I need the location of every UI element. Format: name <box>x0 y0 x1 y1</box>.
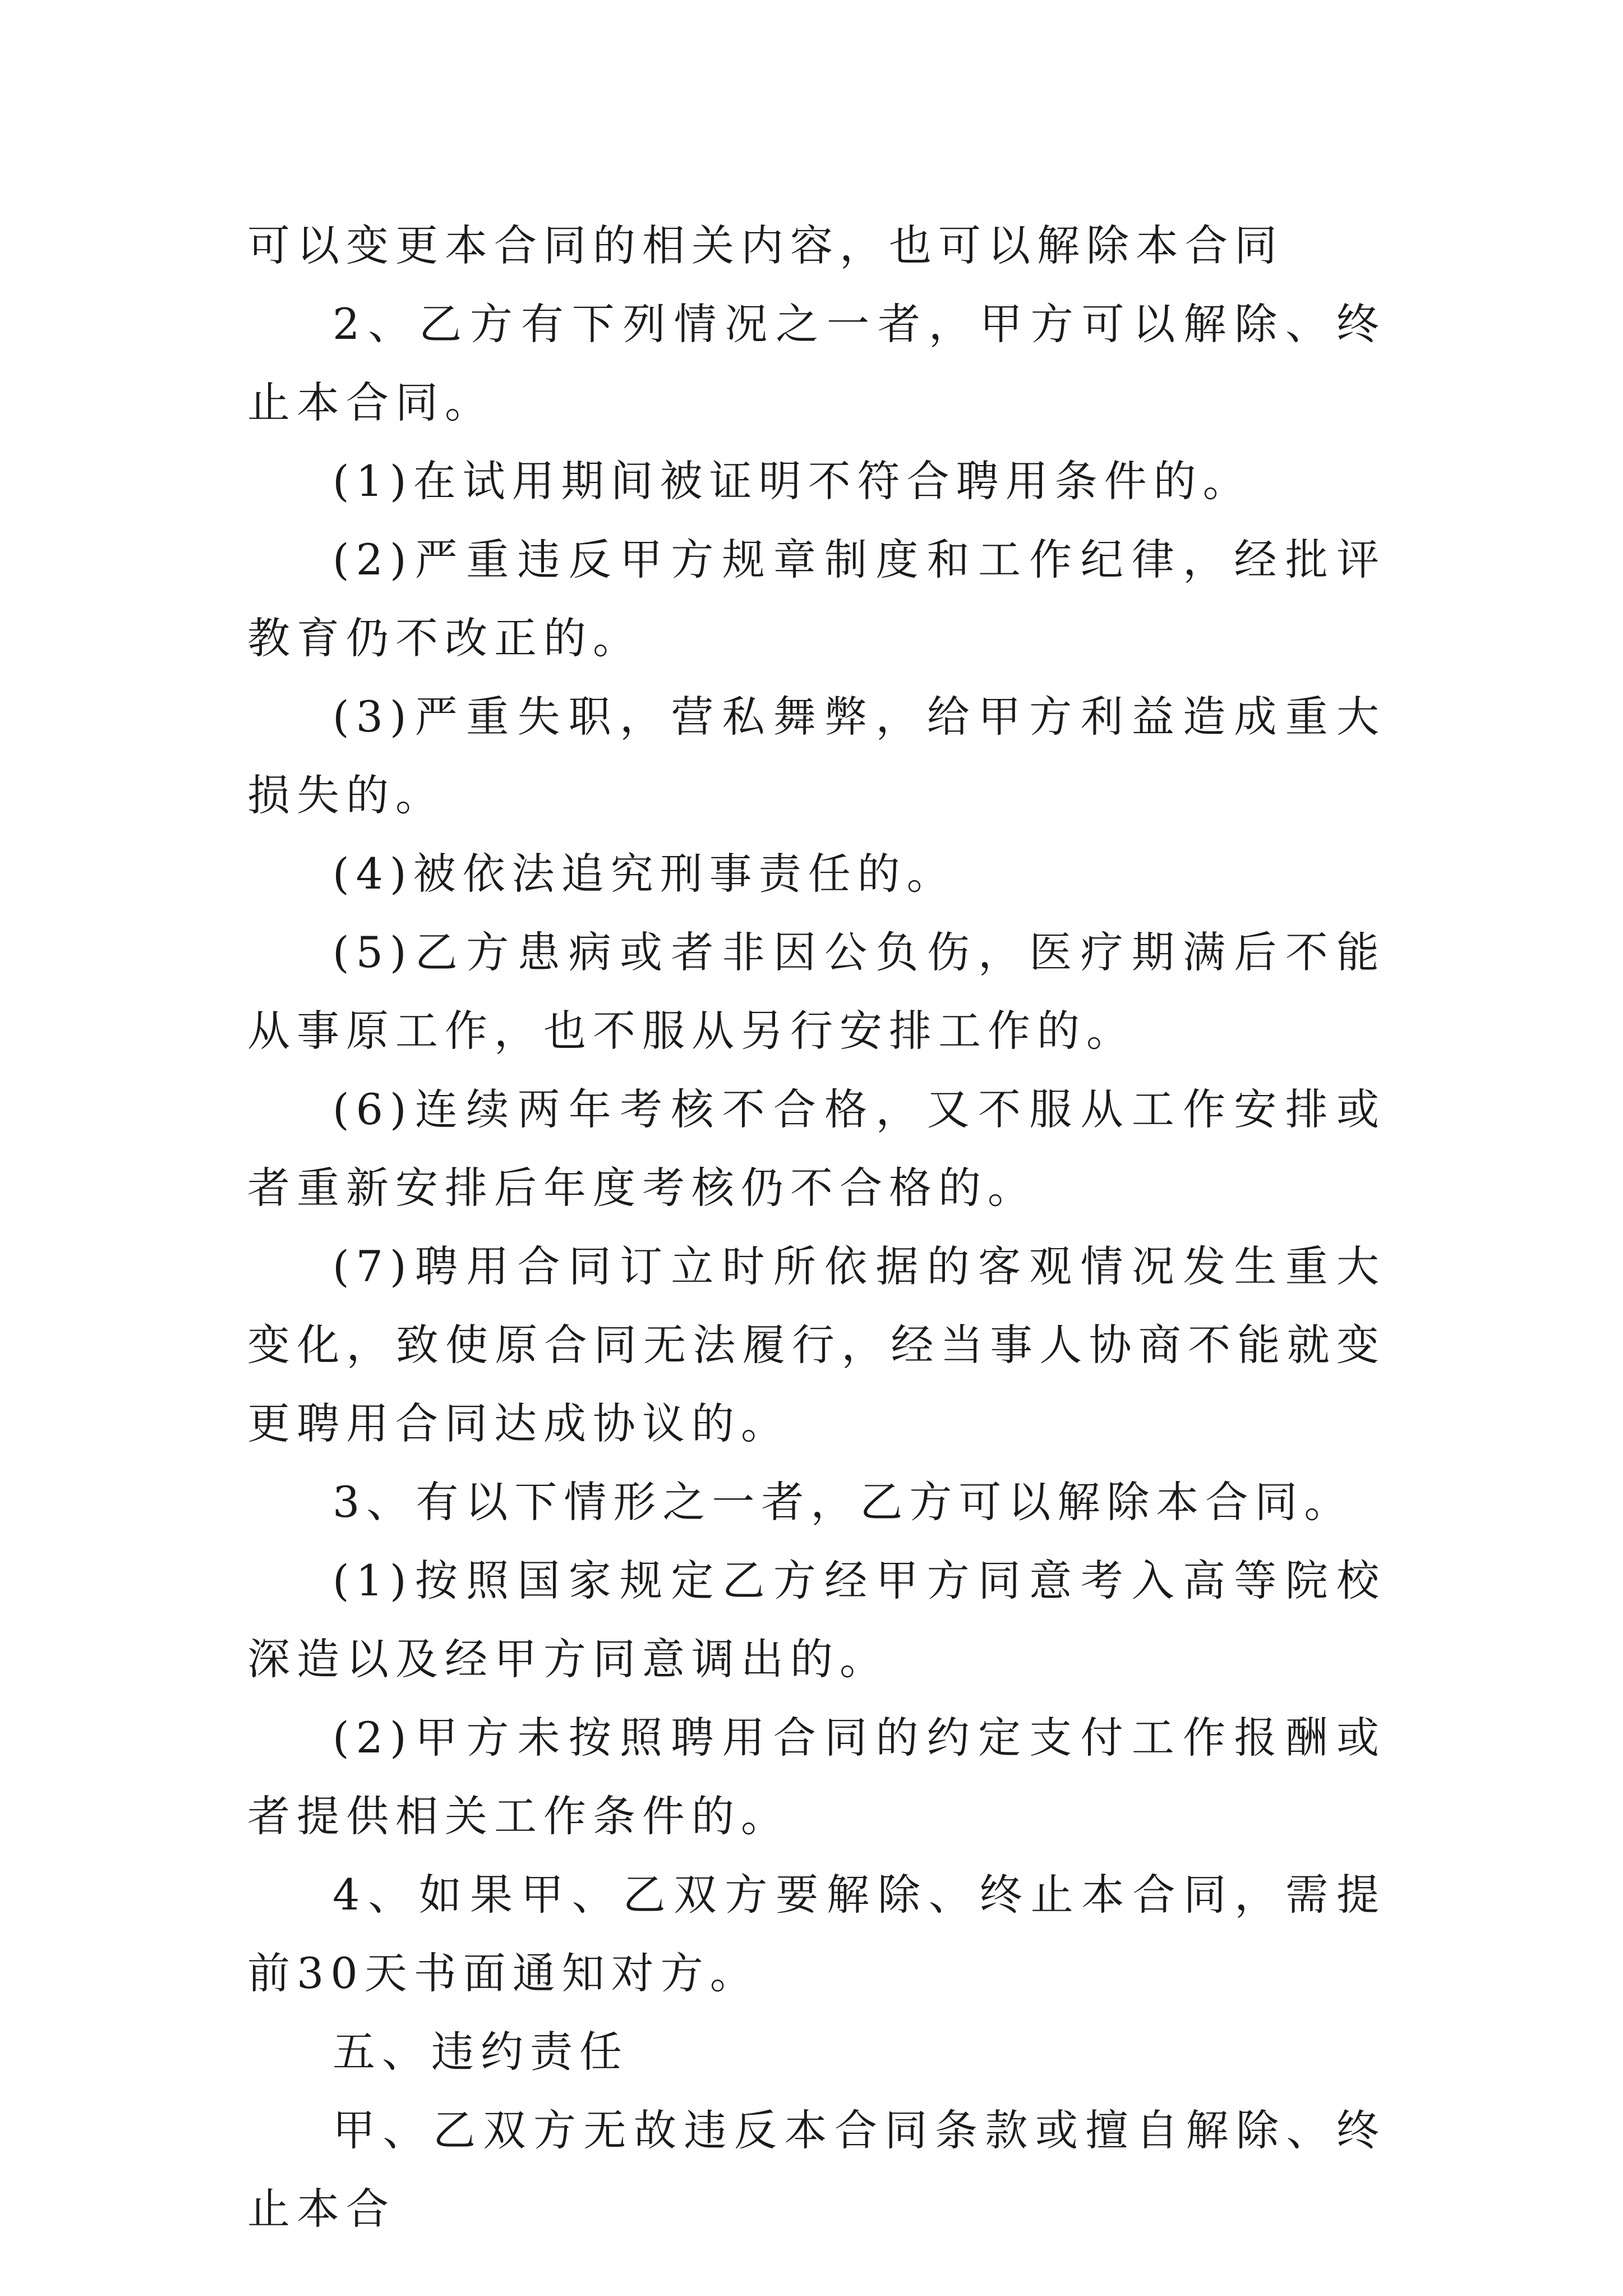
paragraph-6: (4)被依法追究刑事责任的。 <box>333 849 956 899</box>
paragraph-5: (3)严重失职，营私舞弊，给甲方利益造成重大损失的。 <box>247 692 1386 820</box>
paragraph-10: 3、有以下情形之一者，乙方可以解除本合同。 <box>333 1477 1354 1527</box>
paragraph-3: (1)在试用期间被证明不符合聘用条件的。 <box>333 456 1252 506</box>
paragraph-2: 2、乙方有下列情况之一者，甲方可以解除、终止本合同。 <box>247 299 1386 427</box>
section-heading-breach-liability: 五、违约责任 <box>333 2027 629 2077</box>
paragraph-13: 4、如果甲、乙双方要解除、终止本合同，需提前30天书面通知对方。 <box>247 1870 1386 1998</box>
paragraph-15: 甲、乙双方无故违反本合同条款或擅自解除、终止本合 <box>247 2105 1386 2234</box>
paragraph-12: (2)甲方未按照聘用合同的约定支付工作报酬或者提供相关工作条件的。 <box>247 1713 1386 1841</box>
paragraph-11: (1)按照国家规定乙方经甲方同意考入高等院校深造以及经甲方同意调出的。 <box>247 1556 1386 1684</box>
paragraph-1: 可以变更本合同的相关内容，也可以解除本合同 <box>247 220 1284 270</box>
paragraph-9: (7)聘用合同订立时所依据的客观情况发生重大变化，致使原合同无法履行，经当事人协商不能就变更聘用合同达成协议的。 <box>247 1241 1386 1448</box>
paragraph-8: (6)连续两年考核不合格，又不服从工作安排或者重新安排后年度考核仍不合格的。 <box>247 1084 1386 1213</box>
paragraph-7: (5)乙方患病或者非因公负伤，医疗期满后不能从事原工作，也不服从另行安排工作的。 <box>247 927 1386 1056</box>
document-body <box>247 206 1386 2248</box>
paragraph-4: (2)严重违反甲方规章制度和工作纪律，经批评教育仍不改正的。 <box>247 535 1386 663</box>
